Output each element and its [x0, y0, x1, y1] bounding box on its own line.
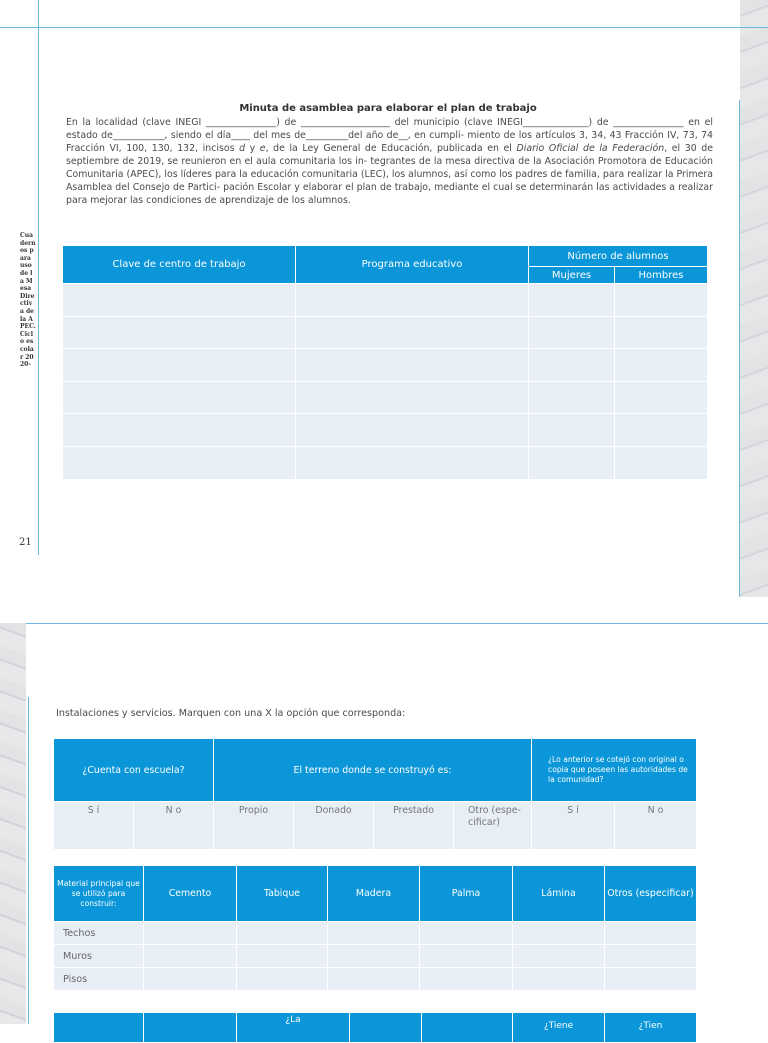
option-si[interactable]: S í	[532, 802, 615, 850]
cell[interactable]	[237, 922, 328, 945]
header-cuenta-escuela: ¿Cuenta con escuela?	[54, 739, 214, 802]
page-edge-texture	[0, 623, 26, 1024]
cell[interactable]	[63, 316, 296, 349]
cell[interactable]	[63, 381, 296, 414]
cell[interactable]	[63, 284, 296, 317]
table-row	[54, 922, 697, 945]
option-donado[interactable]: Donado	[294, 802, 374, 850]
header-programa: Programa educativo	[296, 246, 529, 284]
cell[interactable]	[615, 316, 708, 349]
cell[interactable]	[144, 922, 237, 945]
cell[interactable]	[296, 446, 529, 479]
cell[interactable]	[237, 968, 328, 991]
cell[interactable]	[615, 284, 708, 317]
page-edge-texture	[740, 0, 768, 597]
cell[interactable]	[63, 446, 296, 479]
cell[interactable]	[328, 945, 420, 968]
header-tien: ¿Tien	[605, 1013, 697, 1043]
page-number: 21	[19, 537, 32, 548]
header-blank	[54, 1013, 144, 1043]
header-madera: Madera	[328, 866, 420, 922]
left-margin-rule	[28, 697, 29, 1024]
minute-paragraph: En la localidad (clave INEGI _______________) de ___________________ del municipio (clave INEGI______________) de _______________ en el estado de___________, siendo el día____ del mes de_________del año de__, en cumpli- miento de los artículos 3, 34, 43 Fracción IV, 73, 74 Fracción VI, 100, 130, 132, incisos d y e, de la Ley General de Educación, publicada en el Diario Oficial de la Federación, el 30 de septiembre de 2019, se reunieron en el aula comunitaria los in- tegrantes de la mesa directiva de la Asociación Promotora de Educación Comunitaria (APEC), los líderes para la educación comunitaria (LEC), los alumnos, así como los padres de familia, para realizar la Primera Asamblea del Consejo de Partici- pación Escolar y elaborar el plan de trabajo, mediante el cual se determinarán las actividades a realizar para mejorar las condiciones de aprendizaje de los alumnos.	[66, 117, 713, 206]
table-row	[54, 968, 697, 991]
header-cotejo: ¿Lo anterior se cotejó con original o copia que poseen las autoridades de la comunidad?	[532, 739, 697, 802]
cell[interactable]	[296, 414, 529, 447]
cell[interactable]	[237, 945, 328, 968]
cell[interactable]	[296, 316, 529, 349]
school-ownership-table	[53, 738, 697, 850]
school-data-table	[62, 245, 708, 480]
row-label-techos: Techos	[54, 922, 144, 945]
header-material: Material principal que se utilizó para construir:	[54, 866, 144, 922]
construction-material-table	[53, 865, 697, 991]
cell[interactable]	[63, 414, 296, 447]
section-label: Instalaciones y servicios. Marquen con una X la opción que corresponda:	[56, 708, 406, 719]
header-terreno: El terreno donde se construyó es:	[214, 739, 532, 802]
cell[interactable]	[144, 945, 237, 968]
table-row	[63, 284, 708, 317]
header-numero-alumnos: Número de alumnos	[529, 246, 708, 267]
cell[interactable]	[63, 349, 296, 382]
cell[interactable]	[529, 284, 615, 317]
header-lamina: Lámina	[513, 866, 605, 922]
cell[interactable]	[529, 349, 615, 382]
option-propio[interactable]: Propio	[214, 802, 294, 850]
cell[interactable]	[513, 968, 605, 991]
row-label-muros: Muros	[54, 945, 144, 968]
header-clave: Clave de centro de trabajo	[63, 246, 296, 284]
cell[interactable]	[615, 414, 708, 447]
sidebar-running-text: Cuadernos para uso de la Mesa Directiva de la APEC. Ciclo escolar 2020-	[20, 232, 36, 369]
cell[interactable]	[605, 968, 697, 991]
header-otros: Otros (especificar)	[605, 866, 697, 922]
cell[interactable]	[615, 381, 708, 414]
cell[interactable]	[529, 316, 615, 349]
document-title: Minuta de asamblea para elaborar el plan de trabajo	[239, 103, 537, 114]
cell[interactable]	[605, 922, 697, 945]
cell[interactable]	[144, 968, 237, 991]
top-rule	[0, 27, 768, 28]
header-tiene: ¿Tiene	[513, 1013, 605, 1043]
row-label-pisos: Pisos	[54, 968, 144, 991]
cell[interactable]	[296, 349, 529, 382]
right-margin-rule	[739, 100, 740, 597]
header-blank	[144, 1013, 237, 1043]
cell[interactable]	[529, 381, 615, 414]
option-no[interactable]: N o	[615, 802, 697, 850]
cell[interactable]	[529, 414, 615, 447]
cell[interactable]	[513, 922, 605, 945]
cell[interactable]	[296, 381, 529, 414]
cell[interactable]	[513, 945, 605, 968]
table-row	[63, 349, 708, 382]
table-row	[63, 381, 708, 414]
table-row	[63, 414, 708, 447]
cell[interactable]	[328, 968, 420, 991]
table-row	[54, 945, 697, 968]
cell[interactable]	[615, 446, 708, 479]
header-palma: Palma	[420, 866, 513, 922]
cell[interactable]	[615, 349, 708, 382]
cell[interactable]	[328, 922, 420, 945]
top-rule	[0, 623, 768, 624]
cell[interactable]	[605, 945, 697, 968]
table-row	[63, 316, 708, 349]
option-no[interactable]: N o	[134, 802, 214, 850]
header-blank	[422, 1013, 513, 1043]
header-cemento: Cemento	[144, 866, 237, 922]
cell[interactable]	[529, 446, 615, 479]
cell[interactable]	[420, 922, 513, 945]
header-blank	[350, 1013, 422, 1043]
option-prestado[interactable]: Prestado	[374, 802, 454, 850]
cell[interactable]	[420, 968, 513, 991]
option-si[interactable]: S í	[54, 802, 134, 850]
header-hombres: Hombres	[615, 267, 708, 284]
cell[interactable]	[420, 945, 513, 968]
option-otro[interactable]: Otro (espe- cificar)	[454, 802, 532, 850]
left-margin-rule	[38, 0, 39, 555]
services-table-partial	[53, 1012, 697, 1043]
header-mujeres: Mujeres	[529, 267, 615, 284]
header-tabique: Tabique	[237, 866, 328, 922]
table-row	[63, 446, 708, 479]
cell[interactable]	[296, 284, 529, 317]
header-la: ¿La	[237, 1013, 350, 1043]
